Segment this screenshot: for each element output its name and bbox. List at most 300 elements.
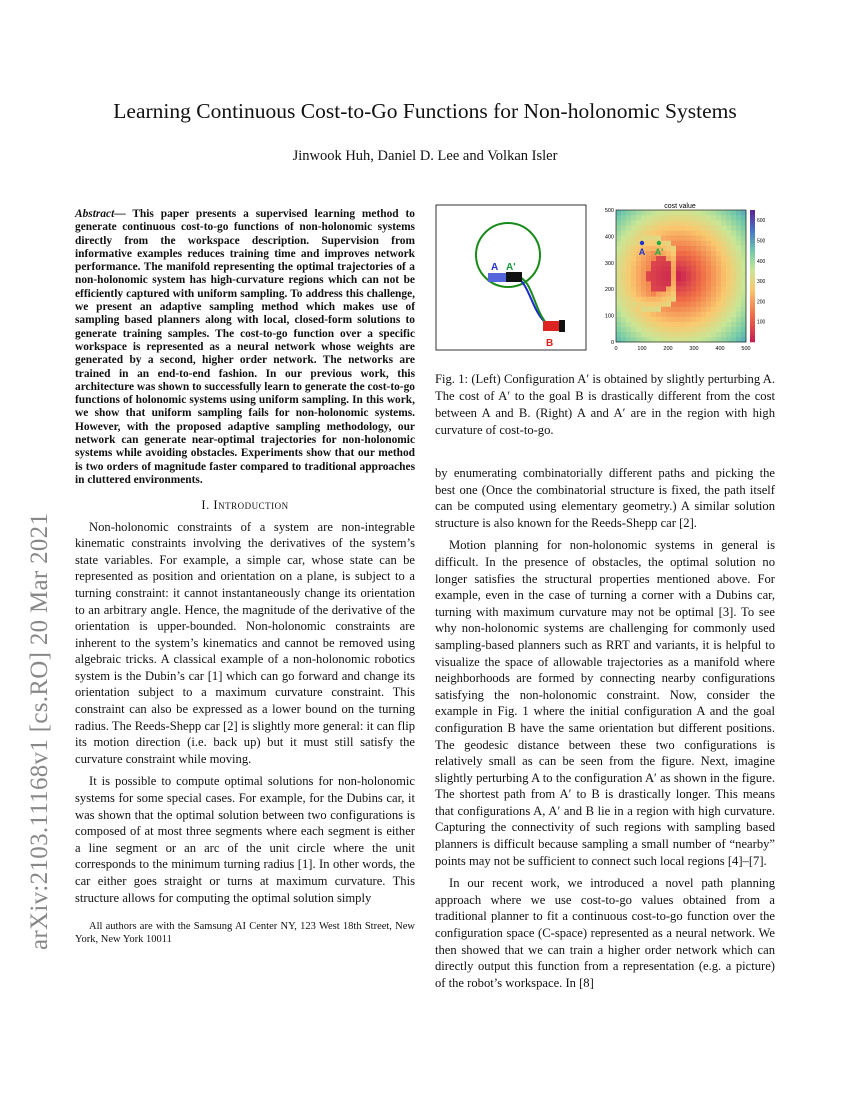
heatmap-cell (626, 291, 631, 296)
heatmap-cell (701, 235, 706, 240)
heatmap-cell (706, 215, 711, 220)
label-b: B (546, 338, 554, 349)
heatmap-cell (691, 276, 696, 281)
heatmap-cell (626, 230, 631, 235)
colorbar-tick-label: 300 (757, 279, 765, 286)
heatmap-cell (696, 291, 701, 296)
heatmap-cell (721, 301, 726, 306)
heatmap-cell (621, 266, 626, 271)
heatmap-cell (676, 261, 681, 266)
colorbar-segment (750, 319, 755, 323)
heatmap-cell (696, 306, 701, 311)
heatmap-cell (696, 286, 701, 291)
heatmap-cell (686, 327, 691, 332)
heatmap-cell (731, 240, 736, 245)
heatmap-cell (651, 276, 656, 281)
heatmap-cell (696, 276, 701, 281)
heatmap-cell (706, 322, 711, 327)
heatmap-cell (641, 210, 646, 215)
heatmap-cell (646, 235, 651, 240)
heatmap-cell (676, 246, 681, 251)
heatmap-cell (736, 281, 741, 286)
point-label: A (638, 247, 646, 257)
heatmap-cell (711, 230, 716, 235)
colorbar-segment (750, 227, 755, 231)
heatmap-cell (716, 225, 721, 230)
heatmap-cell (736, 225, 741, 230)
heatmap-cell (636, 271, 641, 276)
heatmap-cell (681, 240, 686, 245)
heatmap-cell (676, 256, 681, 261)
heatmap-cell (671, 251, 676, 256)
heatmap-cell (636, 225, 641, 230)
heatmap-cell (636, 281, 641, 286)
heatmap-cell (626, 312, 631, 317)
heatmap-cell (736, 286, 741, 291)
heatmap-cell (706, 235, 711, 240)
heatmap-cell (686, 215, 691, 220)
colorbar-segment (750, 322, 755, 326)
heatmap-cell (666, 332, 671, 337)
heatmap-cell (631, 266, 636, 271)
heatmap-cell (716, 301, 721, 306)
heatmap-cell (741, 327, 746, 332)
heatmap-cell (681, 322, 686, 327)
heatmap-cell (661, 332, 666, 337)
heatmap-cell (731, 301, 736, 306)
heatmap-cell (616, 276, 621, 281)
heatmap-cell (736, 240, 741, 245)
heatmap-cell (701, 327, 706, 332)
heatmap-cell (661, 210, 666, 215)
heatmap-cell (696, 296, 701, 301)
heatmap-cell (686, 322, 691, 327)
heatmap-cell (731, 230, 736, 235)
heatmap-cell (736, 332, 741, 337)
heatmap-cell (676, 225, 681, 230)
colorbar-segment (750, 299, 755, 303)
heatmap-cell (706, 296, 711, 301)
heatmap-cell (731, 312, 736, 317)
point-marker (640, 241, 644, 245)
point-label: A' (654, 247, 664, 257)
heatmap-cell (731, 296, 736, 301)
heatmap-cell (616, 225, 621, 230)
colorbar-segment (750, 276, 755, 280)
heatmap-cell (701, 240, 706, 245)
heatmap-cell (666, 251, 671, 256)
heatmap-cell (631, 286, 636, 291)
heatmap-cell (716, 271, 721, 276)
heatmap-cell (656, 220, 661, 225)
heatmap-cell (656, 337, 661, 342)
heatmap-cell (646, 301, 651, 306)
heatmap-cell (656, 291, 661, 296)
heatmap-cell (686, 246, 691, 251)
heatmap-cell (671, 261, 676, 266)
heatmap-cell (716, 276, 721, 281)
heatmap-cell (711, 312, 716, 317)
heatmap-cell (671, 312, 676, 317)
heatmap-cell (726, 220, 731, 225)
heatmap-cell (701, 322, 706, 327)
heatmap-cell (641, 317, 646, 322)
heatmap-cell (656, 317, 661, 322)
colorbar-segment (750, 286, 755, 290)
heatmap-cell (716, 210, 721, 215)
colorbar-segment (750, 220, 755, 224)
heatmap-cell (736, 266, 741, 271)
heatmap-cell (706, 276, 711, 281)
heatmap-cell (721, 256, 726, 261)
heatmap-cell (726, 327, 731, 332)
heatmap-cell (621, 301, 626, 306)
heatmap-cell (636, 286, 641, 291)
heatmap-cell (731, 291, 736, 296)
heatmap-cell (646, 291, 651, 296)
heatmap-cell (666, 286, 671, 291)
colorbar-segment (750, 302, 755, 306)
heatmap-cell (656, 235, 661, 240)
heatmap-cell (616, 251, 621, 256)
heatmap-cell (736, 210, 741, 215)
heatmap-cell (651, 327, 656, 332)
heatmap-cell (651, 337, 656, 342)
heatmap-cell (726, 306, 731, 311)
heatmap-cell (731, 306, 736, 311)
heatmap-cell (691, 215, 696, 220)
heatmap-cell (726, 235, 731, 240)
heatmap-cell (716, 230, 721, 235)
figure-1 (435, 200, 775, 360)
heatmap-cell (631, 322, 636, 327)
heatmap-cells (616, 210, 746, 342)
heatmap-cell (616, 327, 621, 332)
heatmap-cell (711, 225, 716, 230)
heatmap-cell (736, 261, 741, 266)
heatmap-cell (721, 296, 726, 301)
heatmap-cell (641, 235, 646, 240)
colorbar-segment (750, 289, 755, 293)
heatmap-cell (646, 240, 651, 245)
heatmap-cell (641, 220, 646, 225)
heatmap-cell (616, 271, 621, 276)
colorbar-segment (750, 266, 755, 270)
heatmap-cell (741, 312, 746, 317)
colorbar-segment (750, 306, 755, 310)
heatmap-cell (706, 327, 711, 332)
section-heading: I. Introduction (201, 498, 289, 513)
heatmap-cell (661, 337, 666, 342)
heatmap-cell (631, 240, 636, 245)
heatmap-cell (626, 210, 631, 215)
heatmap-cell (651, 210, 656, 215)
colorbar-segment (750, 236, 755, 240)
x-tick-label: 100 (637, 346, 647, 350)
heatmap-cell (716, 337, 721, 342)
heatmap-cell (701, 256, 706, 261)
heatmap-cell (626, 256, 631, 261)
heatmap-cell (666, 281, 671, 286)
heatmap-cell (681, 276, 686, 281)
heatmap-cell (736, 301, 741, 306)
heatmap-cell (706, 286, 711, 291)
heatmap-cell (671, 230, 676, 235)
y-tick-label: 0 (610, 340, 614, 346)
heatmap-cell (676, 220, 681, 225)
heatmap-cell (686, 286, 691, 291)
heatmap-cell (631, 281, 636, 286)
heatmap-cell (621, 235, 626, 240)
heatmap-cell (726, 256, 731, 261)
heatmap-cell (646, 266, 651, 271)
heatmap-cell (641, 332, 646, 337)
heatmap-cell (711, 251, 716, 256)
heatmap-cell (666, 276, 671, 281)
colorbar-segment (750, 326, 755, 330)
heatmap-cell (616, 215, 621, 220)
heatmap-cell (721, 251, 726, 256)
colorbar-segment (750, 283, 755, 287)
colorbar-segment (750, 240, 755, 244)
heatmap-cell (651, 230, 656, 235)
heatmap-cell (626, 301, 631, 306)
heatmap-cell (621, 317, 626, 322)
heatmap-cell (651, 332, 656, 337)
colorbar-segment (750, 329, 755, 333)
heatmap-cell (681, 246, 686, 251)
heatmap-cell (646, 261, 651, 266)
label-a: A (491, 262, 499, 273)
heatmap-cell (636, 306, 641, 311)
heatmap-cell (651, 301, 656, 306)
heatmap-cell (676, 291, 681, 296)
heatmap-cell (681, 215, 686, 220)
heatmap-cell (671, 210, 676, 215)
heatmap-cell (641, 301, 646, 306)
heatmap-cell (621, 225, 626, 230)
heatmap-cell (666, 312, 671, 317)
heatmap-cell (736, 337, 741, 342)
heatmap-cell (736, 251, 741, 256)
heatmap-cell (721, 286, 726, 291)
heatmap-cell (701, 215, 706, 220)
heatmap-cell (721, 337, 726, 342)
heatmap-cell (721, 281, 726, 286)
heatmap-cell (641, 306, 646, 311)
heatmap-cell (626, 240, 631, 245)
heatmap-cell (646, 332, 651, 337)
heatmap-cell (686, 240, 691, 245)
heatmap-cell (731, 271, 736, 276)
heatmap-cell (616, 246, 621, 251)
heatmap-cell (696, 322, 701, 327)
heatmap-cell (661, 291, 666, 296)
heatmap-cell (676, 266, 681, 271)
heatmap-cell (666, 235, 671, 240)
heatmap-cell (691, 210, 696, 215)
heatmap-cell (686, 266, 691, 271)
heatmap-cell (701, 301, 706, 306)
colorbar-segment (750, 279, 755, 283)
heatmap-cell (691, 261, 696, 266)
heatmap-cell (616, 306, 621, 311)
heatmap-cell (741, 235, 746, 240)
heatmap-cell (621, 210, 626, 215)
colorbar-segment (750, 233, 755, 237)
heatmap-cell (646, 271, 651, 276)
heatmap-cell (641, 327, 646, 332)
heatmap-cell (681, 230, 686, 235)
heatmap-cell (741, 306, 746, 311)
heatmap-cell (671, 215, 676, 220)
heatmap-cell (696, 230, 701, 235)
heatmap-cell (716, 317, 721, 322)
heatmap-cell (721, 317, 726, 322)
heatmap-cell (626, 281, 631, 286)
heatmap-cell (656, 312, 661, 317)
heatmap-cell (651, 225, 656, 230)
colorbar-segment (750, 316, 755, 320)
heatmap-cell (656, 327, 661, 332)
heatmap-cell (681, 337, 686, 342)
heatmap-cell (626, 306, 631, 311)
heatmap-cell (736, 246, 741, 251)
heatmap-cell (741, 276, 746, 281)
heatmap-cell (661, 230, 666, 235)
heatmap-cell (671, 220, 676, 225)
heatmap-cell (716, 291, 721, 296)
heatmap-cell (636, 337, 641, 342)
heatmap-cell (671, 291, 676, 296)
heatmap-cell (631, 215, 636, 220)
heatmap-cell (696, 246, 701, 251)
heatmap-cell (711, 327, 716, 332)
heatmap-cell (691, 240, 696, 245)
heatmap-cell (691, 332, 696, 337)
heatmap-cell (621, 306, 626, 311)
heatmap-cell (646, 317, 651, 322)
heatmap-cell (636, 261, 641, 266)
colorbar-segment (750, 269, 755, 273)
heatmap-cell (711, 317, 716, 322)
x-tick-label: 0 (614, 346, 618, 350)
heatmap-cell (711, 291, 716, 296)
heatmap-cell (636, 296, 641, 301)
heatmap-cell (736, 276, 741, 281)
colorbar-tick-label: 500 (757, 238, 765, 245)
heatmap-cell (686, 235, 691, 240)
heatmap-cell (671, 322, 676, 327)
heatmap-cell (726, 286, 731, 291)
heatmap-cell (701, 220, 706, 225)
heatmap-cell (641, 322, 646, 327)
heatmap-cell (706, 291, 711, 296)
heatmap-cell (626, 261, 631, 266)
heatmap-cell (741, 317, 746, 322)
heatmap-cell (681, 312, 686, 317)
heatmap-cell (701, 210, 706, 215)
heatmap-cell (636, 276, 641, 281)
heatmap-cell (651, 317, 656, 322)
heatmap-cell (636, 230, 641, 235)
heatmap-cell (641, 266, 646, 271)
heatmap-cell (731, 332, 736, 337)
heatmap-cell (661, 281, 666, 286)
heatmap-cell (661, 327, 666, 332)
heatmap-cell (656, 276, 661, 281)
heatmap-cell (691, 230, 696, 235)
heatmap-cell (636, 322, 641, 327)
heatmap-cell (686, 337, 691, 342)
heatmap-cell (721, 225, 726, 230)
paper-authors: Jinwook Huh, Daniel D. Lee and Volkan Isler (292, 148, 558, 164)
heatmap-cell (666, 327, 671, 332)
heatmap-cell (686, 225, 691, 230)
heatmap-cell (666, 220, 671, 225)
heatmap-cell (726, 332, 731, 337)
heatmap-cell (721, 235, 726, 240)
heatmap-cell (681, 291, 686, 296)
heatmap-cell (721, 210, 726, 215)
heatmap-cell (691, 296, 696, 301)
heatmap-cell (671, 337, 676, 342)
heatmap-cell (621, 291, 626, 296)
heatmap-cell (726, 337, 731, 342)
heatmap-cell (686, 271, 691, 276)
heatmap-cell (731, 327, 736, 332)
heatmap-cell (741, 256, 746, 261)
heatmap-cell (726, 230, 731, 235)
heatmap-cell (726, 317, 731, 322)
heatmap-cell (661, 235, 666, 240)
colorbar-tick-label: 400 (757, 258, 765, 265)
colorbar-segment (750, 263, 755, 267)
heatmap-cell (691, 306, 696, 311)
x-tick-label: 500 (741, 346, 751, 350)
heatmap-cell (736, 220, 741, 225)
heatmap-cell (626, 286, 631, 291)
heatmap-cell (691, 225, 696, 230)
heatmap-cell (676, 337, 681, 342)
x-tick-label: 400 (715, 346, 725, 350)
colorbar-segment (750, 250, 755, 254)
heatmap-cell (651, 281, 656, 286)
colorbar-segment (750, 293, 755, 297)
heatmap-cell (631, 261, 636, 266)
heatmap-cell (651, 306, 656, 311)
heatmap-cell (616, 266, 621, 271)
heatmap-cell (641, 337, 646, 342)
footnote: All authors are with the Samsung AI Center NY, 123 West 18th Street, New York, New York 10011 (75, 921, 415, 946)
heatmap-cell (621, 332, 626, 337)
heatmap-cell (741, 230, 746, 235)
heatmap-cell (741, 281, 746, 286)
intro-paragraph-1: Non-holonomic constraints of a system are non-integrable kinematic constraints involving the derivatives of the system’s state variables. For example, a simple car, whose state can be represented as position and orientation on a plane, is subject to a turning constraint: it cannot instantaneously change its orientation to an arbitrary angle. Hence, the magnitude of the derivative of the orientation is upper-bounded. Non-holonomic constraints are inherent to the system’s kinematics and cannot be removed using algebraic tricks. A classical example of a non-holonomic robotics system is the Dubin’s car [1] which can go forward and change its orientation subject to a maximum curvature constraint. This constraint can also be expressed as a lower bound on the turning radius. The Reeds-Shepp car [2] is slightly more general: it can flip its motion direction (i.e. back up) but it must still satisfy the curvature constraint while moving. (75, 519, 415, 766)
heatmap-cell (686, 276, 691, 281)
heatmap-cell (676, 296, 681, 301)
heatmap-cell (716, 256, 721, 261)
heatmap-cell (706, 281, 711, 286)
colorbar-segment (750, 312, 755, 316)
heatmap-cell (616, 301, 621, 306)
heatmap-cell (636, 332, 641, 337)
heatmap-cell (716, 251, 721, 256)
car-a-prime (506, 272, 522, 282)
heatmap-cell (726, 301, 731, 306)
heatmap-cell (626, 322, 631, 327)
heatmap-cell (656, 261, 661, 266)
